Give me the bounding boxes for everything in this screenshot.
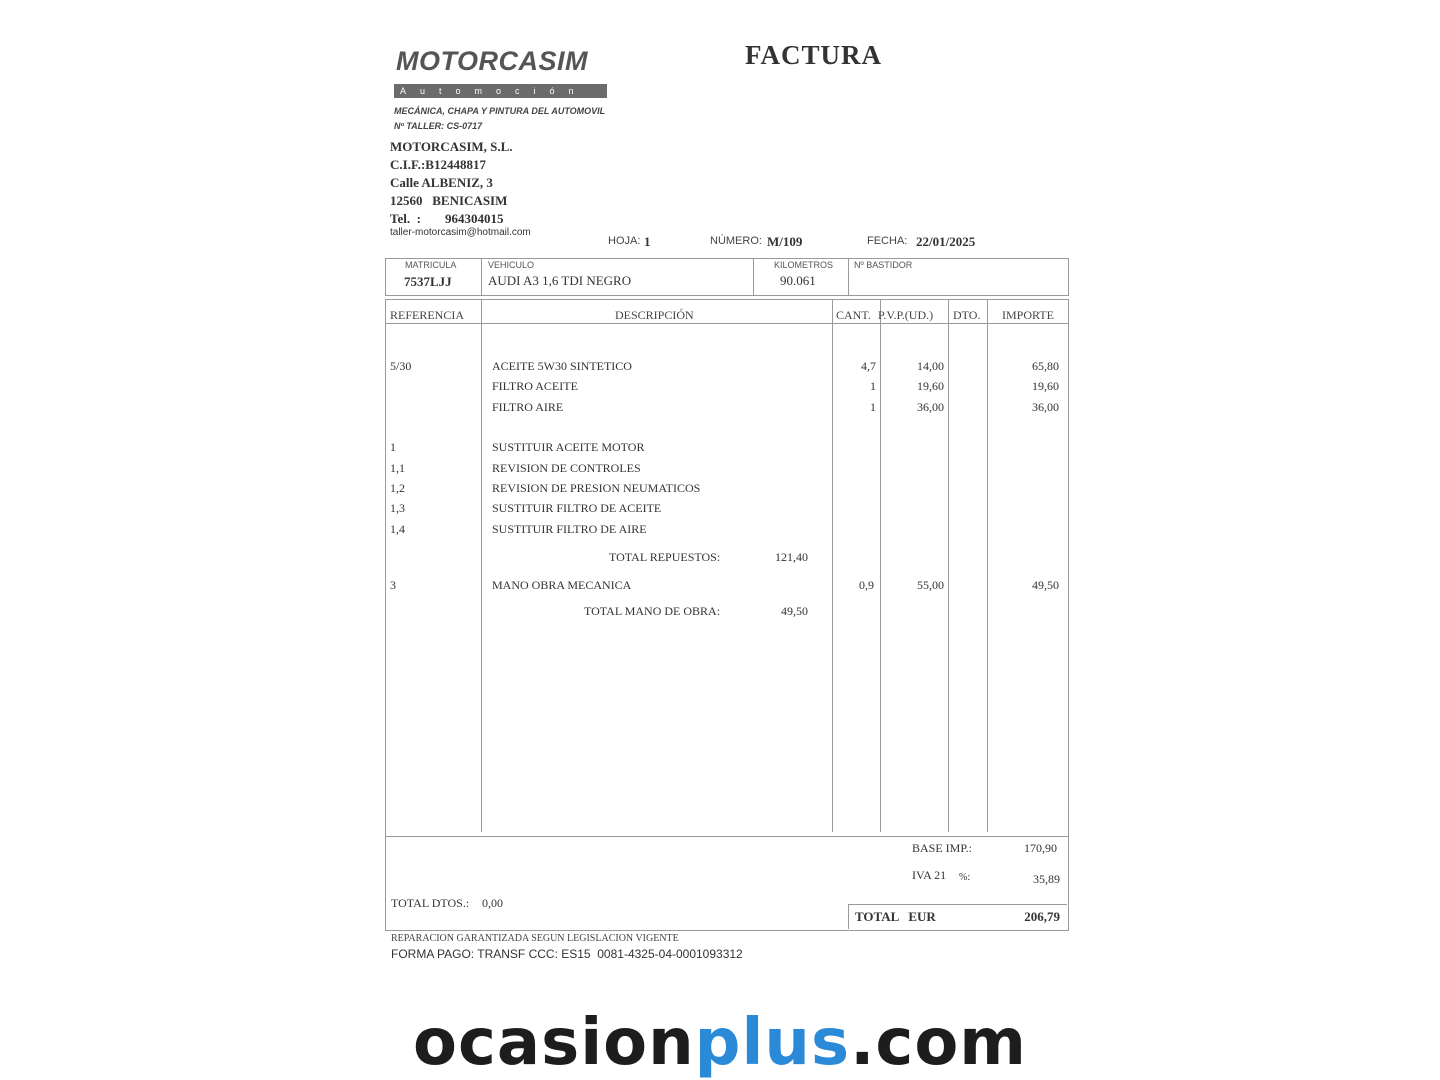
vehiculo-label: VEHICULO — [488, 260, 535, 270]
company-street: Calle ALBENIZ, 3 — [390, 175, 493, 190]
row-cant: 1 — [870, 400, 876, 414]
bastidor-label: Nº BASTIDOR — [854, 260, 913, 270]
iva-value: 35,89 — [1033, 872, 1060, 886]
iva-label: IVA 21 — [912, 868, 947, 882]
row-importe: 36,00 — [1032, 400, 1059, 414]
row-importe: 19,60 — [1032, 379, 1059, 393]
numero-label: NÚMERO: — [710, 235, 762, 247]
matricula-value: 7537LJJ — [404, 274, 452, 289]
row-desc: REVISION DE CONTROLES — [492, 461, 641, 475]
row-importe: 49,50 — [1032, 578, 1059, 592]
col-cant: CANT. — [836, 308, 871, 322]
watermark-part-com: .com — [850, 1006, 1027, 1080]
watermark-part-ocasion: ocasion — [413, 1006, 695, 1080]
fecha-value: 22/01/2025 — [916, 234, 976, 249]
ocasionplus-watermark — [0, 1006, 1440, 1080]
total-dtos-value: 0,00 — [482, 896, 503, 910]
total-mano-obra-value: 49,50 — [781, 604, 808, 618]
taller-number: Nº TALLER: CS-0717 — [394, 121, 483, 131]
row-pvp: 19,60 — [917, 379, 944, 393]
col-referencia: REFERENCIA — [390, 308, 465, 322]
col-pvp: P.V.P.(UD.) — [878, 308, 934, 322]
hoja-value: 1 — [644, 234, 651, 249]
company-city: 12560 BENICASIM — [390, 193, 508, 208]
row-ref: 1,2 — [390, 481, 405, 495]
row-ref: 1,3 — [390, 501, 405, 515]
row-cant: 0,9 — [859, 578, 874, 592]
row-ref: 5/30 — [390, 359, 412, 373]
company-cif: C.I.F.:B12448817 — [390, 157, 486, 172]
payment-method: FORMA PAGO: TRANSF CCC: ES15 0081-4325-04-0001093312 — [391, 947, 743, 961]
row-desc: MANO OBRA MECANICA — [492, 578, 632, 592]
hoja-label: HOJA: — [608, 235, 641, 247]
company-tagline: MECÁNICA, CHAPA Y PINTURA DEL AUTOMOVIL — [394, 106, 606, 116]
total-repuestos-value: 121,40 — [775, 550, 808, 564]
row-desc: FILTRO AIRE — [492, 400, 564, 414]
row-pvp: 55,00 — [917, 578, 944, 592]
row-ref: 3 — [390, 578, 396, 592]
km-label: KILOMETROS — [774, 260, 834, 270]
row-desc: REVISION DE PRESION NEUMATICOS — [492, 481, 701, 495]
row-desc: SUSTITUIR ACEITE MOTOR — [492, 440, 645, 454]
row-ref: 1,4 — [390, 522, 405, 536]
row-cant: 1 — [870, 379, 876, 393]
row-desc: SUSTITUIR FILTRO DE AIRE — [492, 522, 647, 536]
company-phone: 964304015 — [445, 211, 504, 226]
km-value: 90.061 — [780, 273, 816, 288]
company-name: MOTORCASIM, S.L. — [390, 139, 513, 154]
company-phone-label: Tel. : — [390, 211, 421, 226]
iva-percent: %: — [959, 872, 971, 883]
total-eur-label: TOTAL EUR — [855, 909, 936, 924]
row-cant: 4,7 — [861, 359, 876, 373]
numero-value: M/109 — [767, 234, 803, 249]
total-dtos-label: TOTAL DTOS.: — [391, 896, 470, 910]
total-repuestos-label: TOTAL REPUESTOS: — [609, 550, 721, 564]
fecha-label: FECHA: — [867, 235, 908, 247]
matricula-label: MATRICULA — [405, 260, 457, 270]
document-title: FACTURA — [745, 40, 882, 70]
guarantee-text: REPARACION GARANTIZADA SEGUN LEGISLACION VIGENTE — [391, 933, 679, 944]
vehiculo-value: AUDI A3 1,6 TDI NEGRO — [488, 273, 632, 288]
row-desc: SUSTITUIR FILTRO DE ACEITE — [492, 501, 662, 515]
row-pvp: 36,00 — [917, 400, 944, 414]
company-logo: MOTORCASIM — [396, 46, 588, 76]
col-importe: IMPORTE — [1002, 308, 1054, 322]
row-desc: ACEITE 5W30 SINTETICO — [492, 359, 632, 373]
base-imp-value: 170,90 — [1024, 841, 1057, 855]
logo-subtitle-bar: Automoción — [394, 84, 607, 98]
col-descripcion: DESCRIPCIÓN — [615, 308, 694, 322]
row-importe: 65,80 — [1032, 359, 1059, 373]
watermark-part-plus: plus — [694, 1006, 851, 1080]
total-eur-value: 206,79 — [1024, 909, 1060, 924]
base-imp-label: BASE IMP.: — [912, 841, 973, 855]
total-mano-obra-label: TOTAL MANO DE OBRA: — [584, 604, 721, 618]
col-dto: DTO. — [953, 308, 981, 322]
row-ref: 1,1 — [390, 461, 405, 475]
row-ref: 1 — [390, 440, 396, 454]
company-email: taller-motorcasim@hotmail.com — [390, 227, 531, 238]
row-desc: FILTRO ACEITE — [492, 379, 578, 393]
row-pvp: 14,00 — [917, 359, 944, 373]
